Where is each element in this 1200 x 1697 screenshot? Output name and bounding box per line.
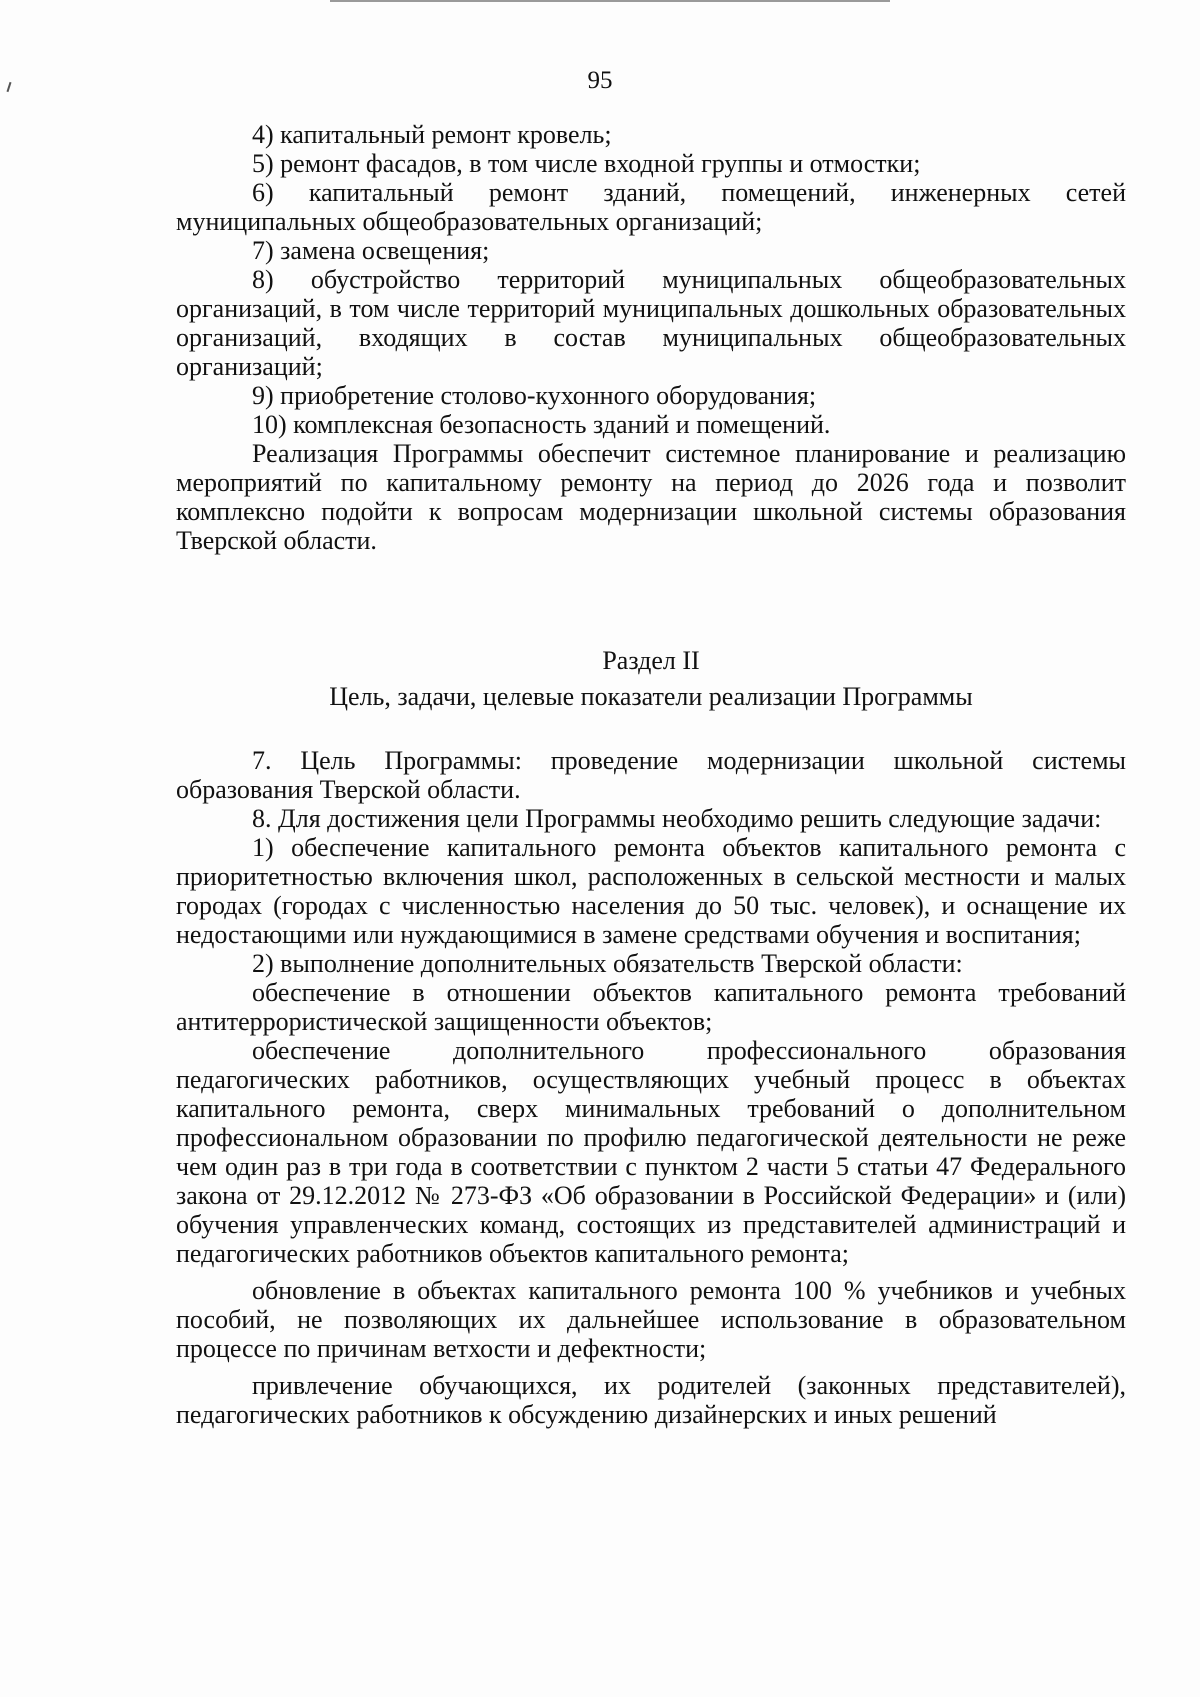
paragraph-7-goal: 7. Цель Программы: проведение модернизации школьной системы образования Тверской области. [176, 746, 1126, 804]
section-label: Раздел II [602, 646, 700, 675]
list-item-10: 10) комплексная безопасность зданий и помещений. [252, 410, 831, 439]
list-item-6: 6) капитальный ремонт зданий, помещений, инженерных сетей муниципальных общеобразовательных организаций; [176, 178, 1126, 236]
list-item-9: 9) приобретение столово-кухонного оборудования; [252, 381, 817, 410]
list-item-7: 7) замена освещения; [252, 236, 490, 265]
task-1: 1) обеспечение капитального ремонта объектов капитального ремонта с приоритетностью включения школ, расположенных в сельской местности и малых городах (городах с численностью населения до 50 тыс. человек), и оснащение их недостающими или нуждающимися в замене средствами обучения и воспитания; [176, 833, 1126, 949]
task-2-antiterror: обеспечение в отношении объектов капитального ремонта требований антитеррористической защищенности объектов; [176, 978, 1126, 1036]
implementation-paragraph: Реализация Программы обеспечит системное планирование и реализацию мероприятий по капитальному ремонту на период до 2026 года и позволит комплексно подойти к вопросам модернизации школьной системы образования Тверской области. [176, 439, 1126, 555]
list-item-4: 4) капитальный ремонт кровель; [252, 120, 612, 149]
section-title: Цель, задачи, целевые показатели реализации Программы [329, 682, 973, 711]
goals-block [176, 746, 1126, 1429]
page-number: 95 [587, 67, 613, 94]
scan-edge-line [330, 0, 890, 2]
task-2: 2) выполнение дополнительных обязательств Тверской области: [252, 949, 963, 978]
paragraph-8-tasks: 8. Для достижения цели Программы необходимо решить следующие задачи: [252, 804, 1102, 833]
list-item-8: 8) обустройство территорий муниципальных общеобразовательных организаций, в том числе территорий муниципальных дошкольных образовательных организаций, входящих в состав муниципальных общеобразовательных организаций; [176, 265, 1126, 381]
task-2-textbooks: обновление в объектах капитального ремонта 100 % учебников и учебных пособий, не позволяющих их дальнейшее использование в образовательном процессе по причинам ветхости и дефектности; [176, 1276, 1126, 1363]
task-2-training: обеспечение дополнительного профессионального образования педагогических работников, осуществляющих учебный процесс в объектах капитального ремонта, сверх минимальных требований о дополнительном профессиональном образовании по профилю педагогической деятельности не реже чем один раз в три года в соответствии с пунктом 2 части 5 статьи 47 Федерального закона от 29.12.2012 № 273-ФЗ «Об образовании в Российской Федерации» и (или) обучения управленческих команд, состоящих из представителей администраций и педагогических работников объектов капитального ремонта; [176, 1036, 1126, 1268]
list-item-5: 5) ремонт фасадов, в том числе входной группы и отмостки; [252, 149, 921, 178]
task-2-involvement: привлечение обучающихся, их родителей (законных представителей), педагогических работников к обсуждению дизайнерских и иных решений [176, 1371, 1126, 1429]
list-block-top [176, 120, 1126, 555]
